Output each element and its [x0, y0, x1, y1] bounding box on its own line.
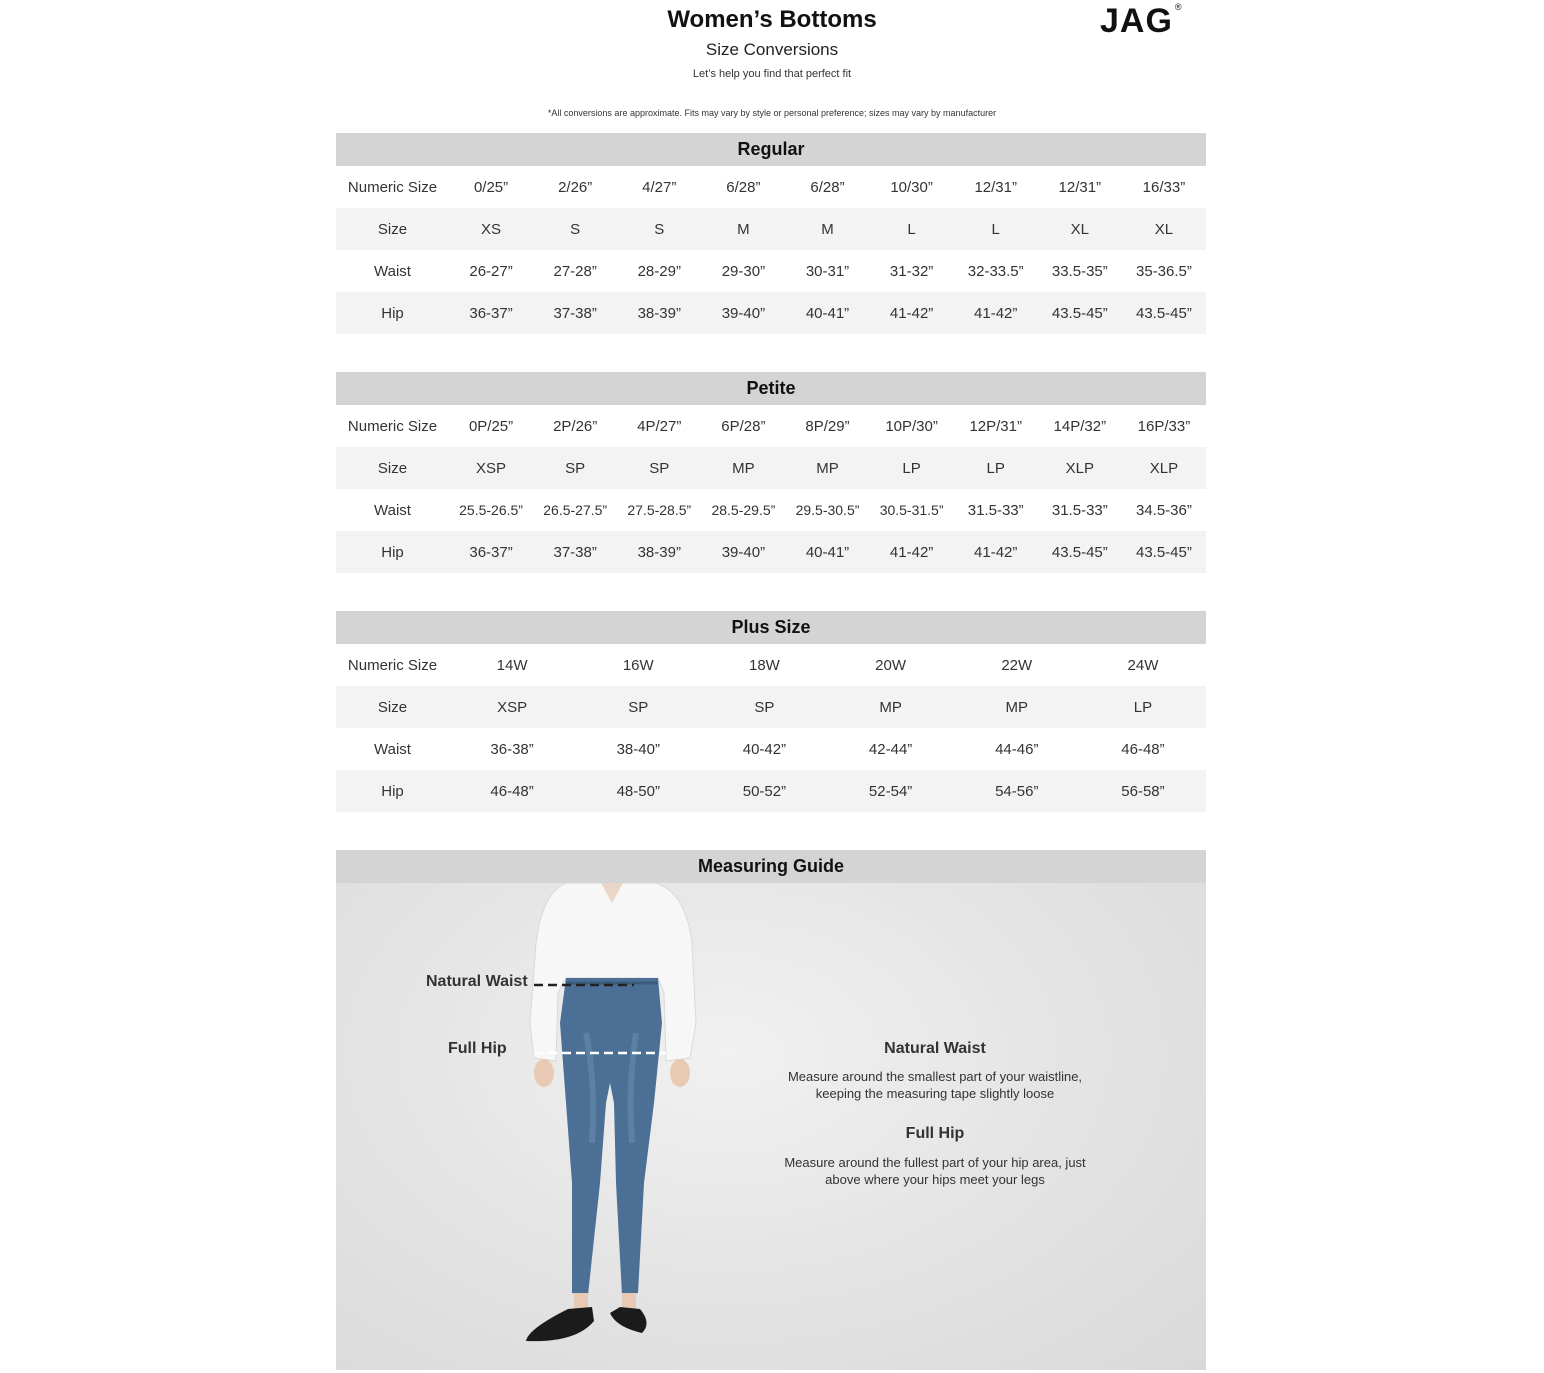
row-label: Size: [377, 220, 408, 238]
table-cell: 38-40”: [616, 740, 660, 758]
row-label: Hip: [381, 543, 404, 561]
table-cell: 12/31”: [1058, 178, 1102, 196]
table-cell: 26-27”: [469, 262, 513, 280]
table-cell: 52-54”: [868, 782, 913, 800]
table-cell: 14P/32”: [1053, 417, 1107, 435]
table-cell: M: [821, 220, 834, 238]
full-hip-text-1: Measure around the fullest part of your hip area, just: [784, 1155, 1086, 1170]
table-cell: 44-46”: [995, 740, 1039, 758]
regular-header: Regular: [336, 133, 1206, 166]
natural-waist-text-2: keeping the measuring tape slightly loose: [815, 1086, 1055, 1101]
table-cell: SP: [754, 698, 775, 716]
table-cell: 31-32”: [889, 262, 934, 280]
table-cell: XSP: [476, 459, 507, 477]
table-cell: MP: [1005, 698, 1029, 716]
model-figure-illustration: [506, 883, 726, 1370]
table-cell: 41-42”: [889, 304, 934, 322]
table-cell: 28-29”: [637, 262, 681, 280]
table-cell: 42-44”: [868, 740, 913, 758]
table-cell: 32-33.5”: [967, 262, 1024, 280]
table-cell: L: [991, 220, 1000, 238]
table-cell: L: [907, 220, 916, 238]
table-cell: 37-38”: [553, 543, 597, 561]
table-cell: 14W: [496, 656, 528, 674]
table-cell: M: [737, 220, 750, 238]
petite-header: Petite: [336, 372, 1206, 405]
table-row: [336, 644, 1206, 686]
natural-waist-title: Natural Waist: [884, 1040, 986, 1057]
table-cell: 4/27”: [642, 178, 677, 196]
table-cell: 41-42”: [889, 543, 934, 561]
disclaimer: *All conversions are approximate. Fits may vary by style or personal preference; sizes may vary by manufacturer: [547, 108, 997, 118]
table-cell: 40-41”: [805, 543, 850, 561]
table-row: [336, 405, 1206, 447]
table-cell: 2P/26”: [553, 417, 598, 435]
table-cell: 43.5-45”: [1051, 543, 1108, 561]
table-cell: 24W: [1127, 656, 1159, 674]
petite-table: [336, 372, 1206, 573]
table-cell: 10/30”: [890, 178, 933, 196]
table-cell: 6/28”: [810, 178, 845, 196]
row-label: Hip: [381, 304, 404, 322]
table-cell: 36-38”: [490, 740, 534, 758]
table-cell: 27.5-28.5”: [627, 501, 692, 518]
tagline: Let’s help you find that perfect fit: [692, 68, 852, 80]
measuring-guide: [336, 850, 1206, 1370]
table-cell: 26.5-27.5”: [543, 501, 608, 518]
table-cell: 25.5-26.5”: [459, 501, 523, 518]
table-cell: 10P/30”: [885, 417, 938, 435]
table-cell: 48-50”: [616, 782, 660, 800]
table-cell: 12/31”: [974, 178, 1017, 196]
table-cell: 16P/33”: [1137, 417, 1191, 435]
table-cell: MP: [879, 698, 902, 716]
table-cell: 40-42”: [742, 740, 787, 758]
plus-rows: [336, 644, 1206, 812]
table-cell: 41-42”: [974, 543, 1018, 561]
table-cell: 18W: [749, 656, 780, 674]
row-label: Waist: [374, 501, 411, 519]
table-cell: 34.5-36”: [1135, 501, 1192, 519]
table-cell: 38-39”: [637, 304, 681, 322]
table-cell: XLP: [1065, 459, 1094, 477]
full-hip-label: Full Hip: [448, 1040, 507, 1057]
table-cell: LP: [902, 459, 921, 477]
table-cell: 29-30”: [721, 262, 766, 280]
table-cell: 41-42”: [974, 304, 1018, 322]
table-cell: 20W: [875, 656, 907, 674]
table-cell: 16W: [622, 656, 654, 674]
table-row: [336, 686, 1206, 728]
table-cell: 12P/31”: [969, 417, 1022, 435]
table-cell: MP: [816, 459, 839, 477]
regular-rows: [336, 166, 1206, 334]
table-cell: XL: [1154, 220, 1174, 238]
table-row: [336, 531, 1206, 573]
table-cell: MP: [732, 459, 755, 477]
petite-rows: [336, 405, 1206, 573]
page-title: Women’s Bottoms: [667, 6, 877, 33]
table-cell: 8P/29”: [805, 417, 850, 435]
table-cell: 43.5-45”: [1135, 543, 1192, 561]
table-cell: SP: [628, 698, 649, 716]
table-cell: 0P/25”: [468, 417, 514, 435]
table-cell: XS: [481, 220, 502, 238]
table-cell: SP: [565, 459, 586, 477]
table-row: [336, 292, 1206, 334]
row-label: Size: [377, 698, 408, 716]
table-cell: 31.5-33”: [967, 501, 1024, 519]
table-cell: 36-37”: [469, 304, 513, 322]
page-subtitle: Size Conversions: [705, 40, 839, 59]
table-row: [336, 728, 1206, 770]
table-cell: 36-37”: [469, 543, 513, 561]
table-cell: 0/25”: [473, 178, 509, 196]
table-cell: SP: [649, 459, 670, 477]
table-cell: 43.5-45”: [1135, 304, 1192, 322]
table-cell: 2/26”: [558, 178, 593, 196]
natural-waist-label: Natural Waist: [426, 973, 528, 990]
row-label: Waist: [374, 740, 411, 758]
table-row: [336, 166, 1206, 208]
table-cell: 35-36.5”: [1135, 262, 1192, 280]
row-label: Numeric Size: [347, 656, 438, 674]
guide-header: Measuring Guide: [336, 850, 1206, 883]
table-cell: 4P/27”: [637, 417, 682, 435]
row-label: Size: [377, 459, 408, 477]
table-cell: 16/33”: [1142, 178, 1186, 196]
table-row: [336, 208, 1206, 250]
table-cell: 30-31”: [805, 262, 850, 280]
row-label: Numeric Size: [347, 417, 438, 435]
table-cell: XSP: [497, 698, 528, 716]
registered-mark: ®: [1174, 2, 1183, 12]
table-cell: 56-58”: [1121, 782, 1165, 800]
jag-logo: [1100, 2, 1183, 41]
table-cell: 27-28”: [553, 262, 597, 280]
table-cell: 29.5-30.5”: [795, 501, 860, 518]
logo-text: JAG: [1100, 2, 1173, 40]
full-hip-title: Full Hip: [905, 1125, 965, 1142]
table-cell: XL: [1070, 220, 1089, 238]
table-cell: S: [570, 220, 581, 238]
table-cell: 39-40”: [721, 543, 766, 561]
table-cell: 38-39”: [637, 543, 681, 561]
table-cell: 50-52”: [742, 782, 787, 800]
table-cell: 33.5-35”: [1051, 262, 1108, 280]
table-cell: 31.5-33”: [1051, 501, 1108, 519]
table-row: [336, 250, 1206, 292]
table-cell: 54-56”: [995, 782, 1039, 800]
table-cell: XLP: [1149, 459, 1179, 477]
row-label: Numeric Size: [347, 178, 438, 196]
plus-header: Plus Size: [336, 611, 1206, 644]
table-cell: 6P/28”: [721, 417, 766, 435]
table-row: [336, 489, 1206, 531]
table-cell: 40-41”: [805, 304, 850, 322]
table-cell: 46-48”: [1121, 740, 1165, 758]
row-label: Waist: [374, 262, 411, 280]
regular-table: [336, 133, 1206, 334]
table-cell: 28.5-29.5”: [711, 501, 776, 518]
table-cell: LP: [1133, 698, 1153, 716]
table-cell: 39-40”: [721, 304, 766, 322]
table-cell: 30.5-31.5”: [879, 501, 944, 518]
table-cell: 6/28”: [726, 178, 761, 196]
table-row: [336, 447, 1206, 489]
table-cell: LP: [986, 459, 1005, 477]
plus-table: [336, 611, 1206, 812]
table-cell: 37-38”: [553, 304, 597, 322]
table-cell: 43.5-45”: [1051, 304, 1108, 322]
table-cell: 22W: [1001, 656, 1033, 674]
full-hip-text-2: above where your hips meet your legs: [825, 1172, 1045, 1187]
row-label: Hip: [381, 782, 404, 800]
table-cell: 46-48”: [490, 782, 534, 800]
table-cell: S: [654, 220, 665, 238]
table-row: [336, 770, 1206, 812]
natural-waist-text-1: Measure around the smallest part of your waistline,: [787, 1069, 1083, 1084]
